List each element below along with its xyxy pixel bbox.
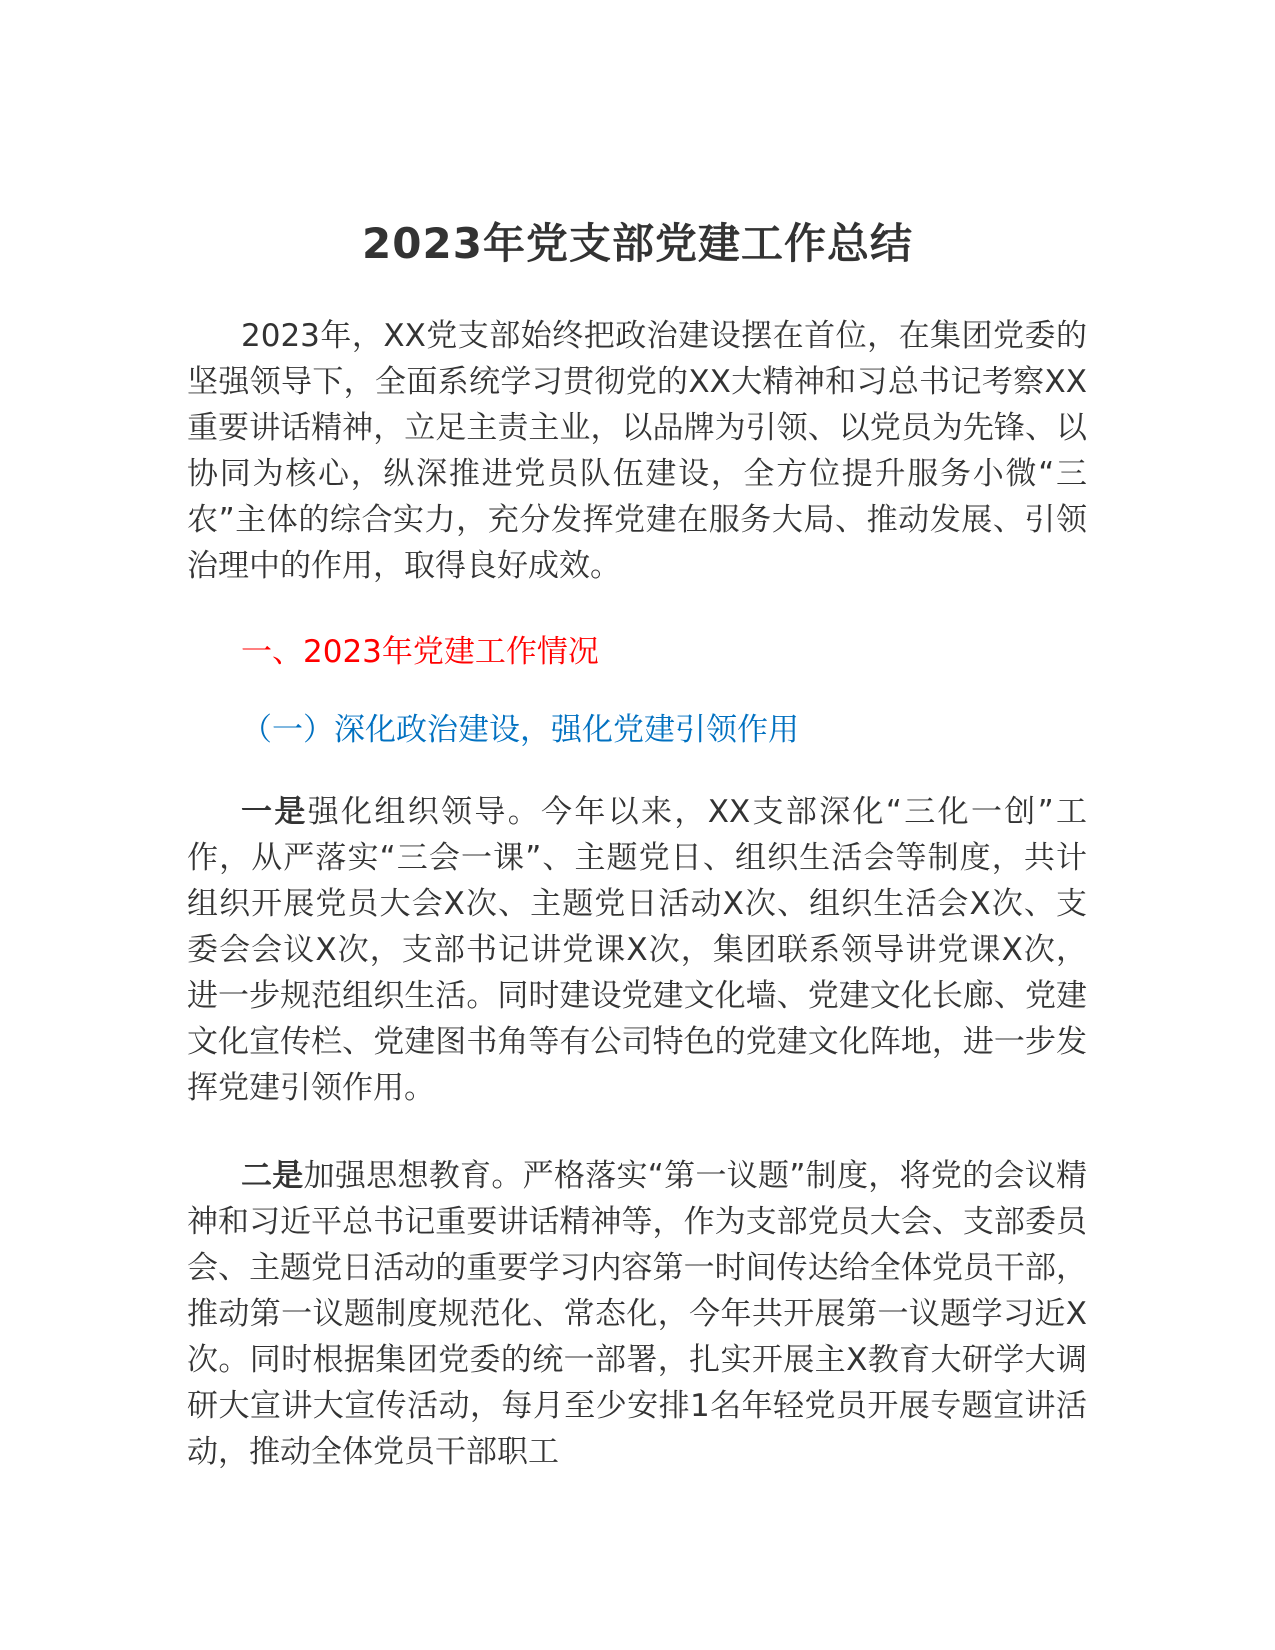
point-two-lead: 二是 — [241, 1158, 304, 1194]
point-one-lead: 一是 — [241, 794, 308, 830]
paragraph-point-one — [187, 789, 1087, 1111]
paragraph-point-two — [187, 1153, 1087, 1475]
intro-paragraph: 2023年，XX党支部始终把政治建设摆在首位，在集团党委的坚强领导下，全面系统学习贯彻党的XX大精神和习总书记考察XX重要讲话精神，立足主责主业，以品牌为引领、以党员为先锋、以协同为核心，纵深推进党员队伍建设，全方位提升服务小微“三农”主体的综合实力，充分发挥党建在服务大局、推动发展、引领治理中的作用，取得良好成效。 — [187, 318, 1087, 584]
point-one-text: 强化组织领导。今年以来，XX支部深化“三化一创”工作，从严落实“三会一课”、主题党日、组织生活会等制度，共计组织开展党员大会X次、主题党日活动X次、组织生活会X次、支委会会议X次，支部书记讲党课X次，集团联系领导讲党课X次，进一步规范组织生活。同时建设党建文化墙、党建文化长廊、党建文化宣传栏、党建图书角等有公司特色的党建文化阵地，进一步发挥党建引领作用。 — [187, 794, 1088, 1106]
document-title: 2023年党支部党建工作总结 — [362, 219, 913, 268]
section-heading: 一、2023年党建工作情况 — [241, 634, 599, 670]
subsection-heading: （一）深化政治建设，强化党建引领作用 — [241, 712, 799, 748]
point-two-text: 加强思想教育。严格落实“第一议题”制度，将党的会议精神和习近平总书记重要讲话精神等，作为支部党员大会、支部委员会、主题党日活动的重要学习内容第一时间传达给全体党员干部，推动第一议题制度规范化、常态化，今年共开展第一议题学习近X次。同时根据集团党委的统一部署，扎实开展主X教育大研学大调研大宣讲大宣传活动，每月至少安排1名年轻党员开展专题宣讲活动，推动全体党员干部职工 — [187, 1158, 1088, 1470]
